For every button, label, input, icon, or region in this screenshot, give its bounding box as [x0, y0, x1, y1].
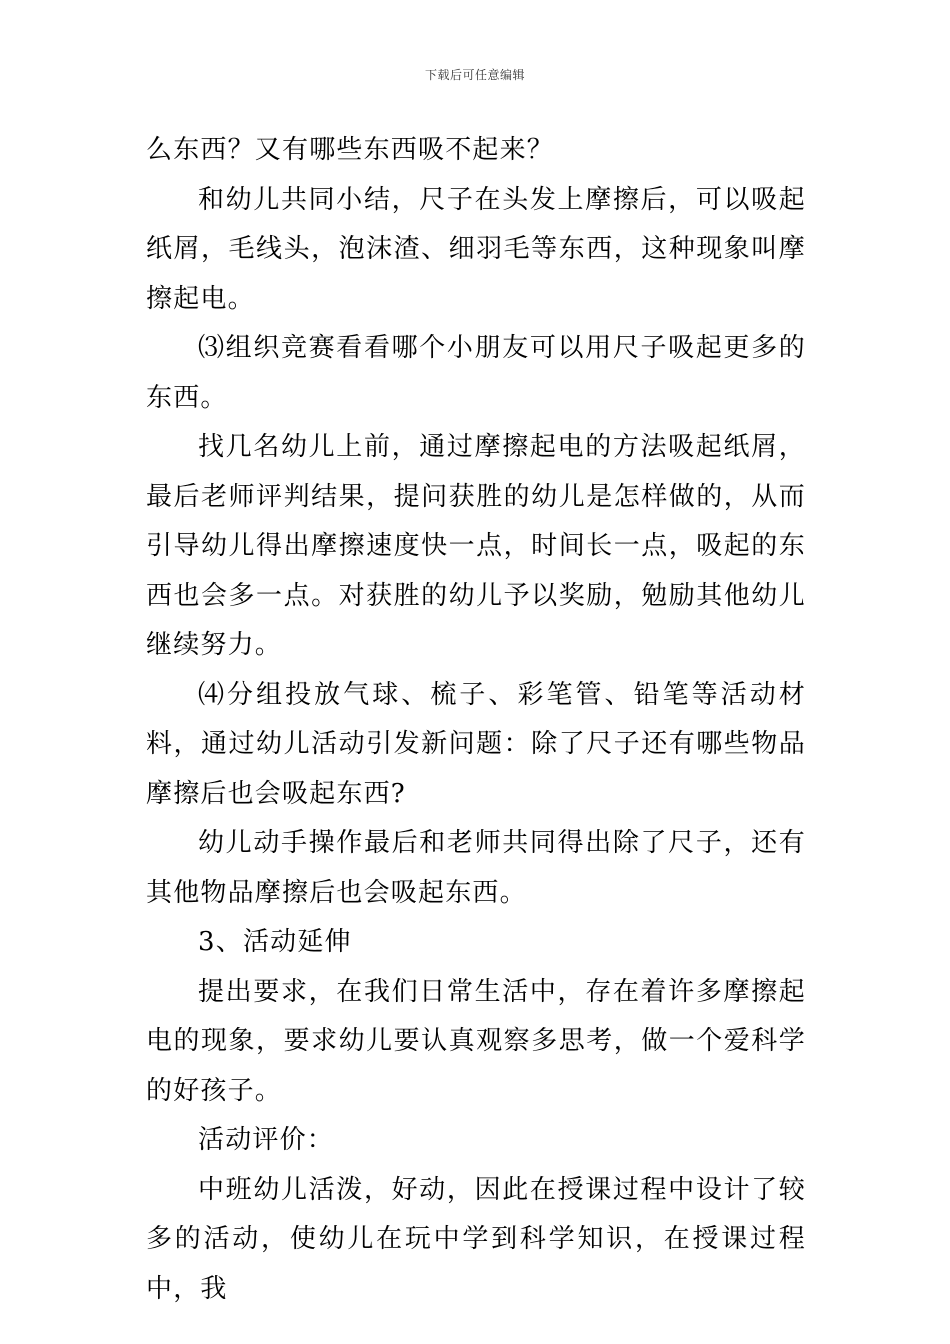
document-body [146, 126, 806, 1314]
paragraph-10: 中班幼儿活泼，好动，因此在授课过程中设计了较多的活动，使幼儿在玩中学到科学知识，在授课过程中，我 [146, 1174, 806, 1304]
paragraph-6: 幼儿动手操作最后和老师共同得出除了尺子，还有其他物品摩擦后也会吸起东西。 [146, 828, 806, 908]
section-heading-activity-extension: 3、活动延伸 [198, 927, 352, 957]
paragraph-2: 和幼儿共同小结，尺子在头发上摩擦后，可以吸起纸屑，毛线头，泡沫渣、细羽毛等东西，这种现象叫摩擦起电。 [146, 184, 806, 314]
paragraph-4: 找几名幼儿上前，通过摩擦起电的方法吸起纸屑，最后老师评判结果，提问获胜的幼儿是怎样做的，从而引导幼儿得出摩擦速度快一点，时间长一点，吸起的东西也会多一点。对获胜的幼儿予以奖励，勉励其他幼儿继续努力。 [146, 432, 806, 660]
paragraph-8: 提出要求，在我们日常生活中，存在着许多摩擦起电的现象，要求幼儿要认真观察多思考，做一个爱科学的好孩子。 [146, 976, 806, 1106]
page-header: 下载后可任意编辑 [424, 68, 525, 82]
section-heading-activity-evaluation: 活动评价： [198, 1125, 335, 1155]
paragraph-3: ⑶组织竞赛看看哪个小朋友可以用尺子吸起更多的东西。 [146, 333, 806, 413]
paragraph-1: 么东西？又有哪些东西吸不起来？ [146, 135, 555, 165]
paragraph-5: ⑷分组投放气球、梳子、彩笔管、铅笔等活动材料，通过幼儿活动引发新问题：除了尺子还有哪些物品摩擦后也会吸起东西? [146, 679, 806, 809]
